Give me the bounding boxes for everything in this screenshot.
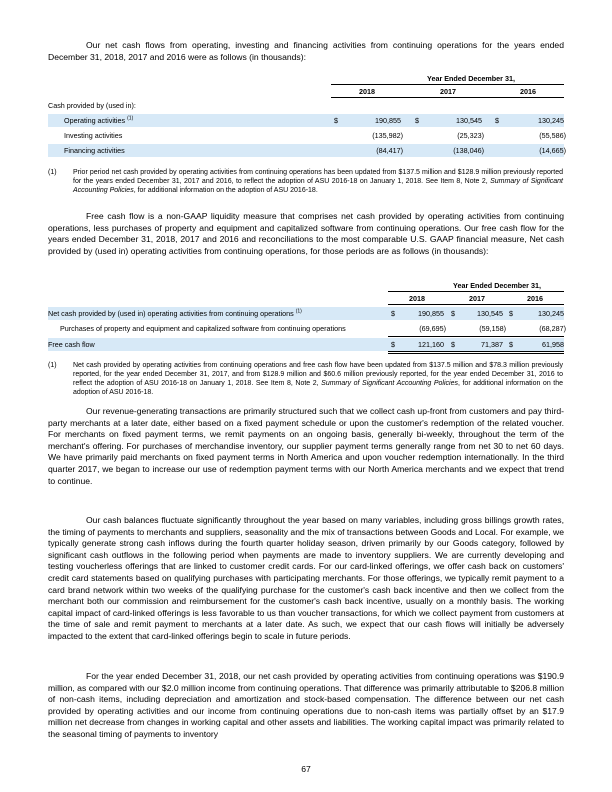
fcf-paragraph: Free cash flow is a non-GAAP liquidity measure that comprises net cash provided by operating activities from continuing operations, less purchases of property and equipment and capitalized software from continuing operations. Our free cash flow for the years ended December 31, 2018, 2017 and 2016 and reconciliations to the most comparable U.S. GAAP financial measure, Net cash provided by (used in) operating activities from continuing operations, for those periods are as follows (in thousands): xyxy=(48,211,564,256)
footnote-1 xyxy=(48,168,564,196)
page-number: 67 xyxy=(301,764,311,774)
table2-year-2017: 2017 xyxy=(469,294,485,303)
value-2016: 130,245 xyxy=(538,309,564,318)
value-2017: 130,545 xyxy=(477,309,503,318)
dollar-sign: $ xyxy=(495,116,499,125)
table1-period-header: Year Ended December 31, xyxy=(427,74,515,83)
value-2017: 130,545 xyxy=(456,116,482,125)
value-2017: (138,046) xyxy=(453,146,484,155)
table1-year-rule xyxy=(331,97,564,98)
value-2016: (55,586) xyxy=(539,131,566,140)
value-2016: (14,665) xyxy=(539,146,566,155)
value-2018: (69,695) xyxy=(419,324,446,333)
value-2016: 130,245 xyxy=(538,116,564,125)
value-2017: (59,158) xyxy=(479,324,506,333)
table2-year-rule xyxy=(388,304,564,305)
value-2018: (84,417) xyxy=(376,146,403,155)
cash-balances-paragraph: Our cash balances fluctuate significantly throughout the year based on many variables, including gross billings growth rates, the timing of payments to merchants and suppliers, seasonality and the mix of transactions between Goods and Local. For example, we typically generate strong cash inflows during the fourth quarter holiday season, driven primarily by our Goods category, followed by significant cash outflows in the following period when payments are made to inventory suppliers. We are currently developing and testing voucherless offerings that are linked to customer credit cards. For our card-linked offerings, we offer cash back on customers' credit card statements based on qualifying purchases with participating merchants. For those offerings, we typically remit payment to a card brand network within two weeks of the qualifying purchase for the customer's cash back incentive and then we collect from the merchant both our commission and reimbursement for the customer's cash back incentive, usually on a monthly basis. The working capital impact of card-linked offerings is less favorable to us than voucher transactions, for which we collect payment from customers at the time of sale and remit payment to merchants at a later date. As such, we expect that our cash flows will initially be adversely impacted to the extent that card-linked offerings begin to scale in future periods. xyxy=(48,515,564,641)
dollar-sign: $ xyxy=(334,116,338,125)
dollar-sign: $ xyxy=(391,340,395,349)
table-row xyxy=(48,322,564,335)
table-row xyxy=(48,338,564,351)
row-label: Purchases of property and equipment and capitalized software from continuing operations xyxy=(60,324,346,333)
dollar-sign: $ xyxy=(391,309,395,318)
table2-double-rule xyxy=(388,351,564,354)
row-label: Net cash provided by (used in) operating activities from continuing operations $^{(1)}$ xyxy=(48,308,302,318)
table-row xyxy=(48,114,564,127)
table1-year-2018: 2018 xyxy=(359,87,375,96)
value-2016: 61,958 xyxy=(542,340,564,349)
footnote-text: Net cash provided by operating activities from continuing operations and free cash flow have been updated from $137.5 million and $78.3 million previously reported, for the year ended December 31, 2017, and from $128.9 million and $60.6 million previously reported, for the year ended December 31, 2016 to reflect the adoption of ASU 2016-18 on January 1, 2018. See Item 8, Note 2, Summary of Significant Accounting Policies, for additional information on the adoption of ASU 2016-18. xyxy=(73,362,564,396)
value-2017: 71,387 xyxy=(481,340,503,349)
footnote-number: (1) xyxy=(48,169,57,176)
table1-year-2016: 2016 xyxy=(520,87,536,96)
dollar-sign: $ xyxy=(451,309,455,318)
row-label: Investing activities xyxy=(64,131,123,140)
value-2018: 190,855 xyxy=(375,116,401,125)
table1-year-2017: 2017 xyxy=(440,87,456,96)
value-2017: (25,323) xyxy=(457,131,484,140)
footnote-2 xyxy=(48,361,564,398)
value-2016: (68,287) xyxy=(539,324,566,333)
table-row xyxy=(48,144,564,157)
dollar-sign: $ xyxy=(415,116,419,125)
dollar-sign: $ xyxy=(509,309,513,318)
dollar-sign: $ xyxy=(451,340,455,349)
value-2018: (135,982) xyxy=(372,131,403,140)
row-label: Financing activities xyxy=(64,146,125,155)
row-label: Operating activities $^{(1)}$ xyxy=(64,115,134,125)
fy2018-paragraph: For the year ended December 31, 2018, our net cash provided by operating activities from continuing operations was $190.9 million, as compared with our $2.0 million income from continuing operations. That difference was primarily attributable to $206.8 million of non-cash items, including depreciation and amortization and stock-based compensation. The difference between our net cash provided by operating activities and our income from continuing operations due to non-cash items was partially offset by an $17.9 million net decrease from changes in working capital and other assets and liabilities. The working capital impact was primarily related to the seasonal timing of payments to inventory xyxy=(48,671,564,739)
table1-section-label: Cash provided by (used in): xyxy=(48,101,136,110)
intro-paragraph: Our net cash flows from operating, investing and financing activities from continuing operations for the years ended December 31, 2018, 2017 and 2016 were as follows (in thousands): xyxy=(48,40,564,62)
value-2018: 190,855 xyxy=(418,309,444,318)
revenue-paragraph: Our revenue-generating transactions are primarily structured such that we collect cash up-front from customers and pay third-party merchants at a later date, either based on a fixed payment schedule or upon the customer's redemption of the related voucher. For merchants on fixed payment terms, we remit payments on an ongoing basis, generally bi-weekly, throughout the term of the merchant's offering. For purchases of merchandise inventory, our supplier payment terms generally range from net 30 to net 60 days. We have primarily paid merchants on fixed payment terms in North America and upon voucher redemption internationally. In the third quarter 2017, we began to increase our use of redemption payment terms with our North America merchants and we expect that trend to continue. xyxy=(48,406,564,486)
free-cash-flow-table xyxy=(48,281,564,353)
table-row xyxy=(48,307,564,320)
table2-year-2016: 2016 xyxy=(527,294,543,303)
table2-total-rule xyxy=(388,336,564,337)
table1-header-rule xyxy=(331,84,564,85)
table2-year-2018: 2018 xyxy=(409,294,425,303)
table-row xyxy=(48,129,564,142)
footnote-text: Prior period net cash provided by operating activities from continuing operations has been updated from $137.5 million and $128.9 million previously reported for the years ended December 31, 2017 and 2016, to reflect the adoption of ASU 2016-18 on January 1, 2018. See Item 8, Note 2, Summary of Significant Accounting Policies, for additional information on the adoption of ASU 2016-18. xyxy=(73,169,563,194)
dollar-sign: $ xyxy=(509,340,513,349)
value-2018: 121,160 xyxy=(418,340,444,349)
table2-period-header: Year Ended December 31, xyxy=(453,281,541,290)
table2-header-rule xyxy=(388,291,564,292)
cash-flows-table xyxy=(48,74,564,164)
row-label: Free cash flow xyxy=(48,340,95,349)
footnote-number: (1) xyxy=(48,362,57,369)
